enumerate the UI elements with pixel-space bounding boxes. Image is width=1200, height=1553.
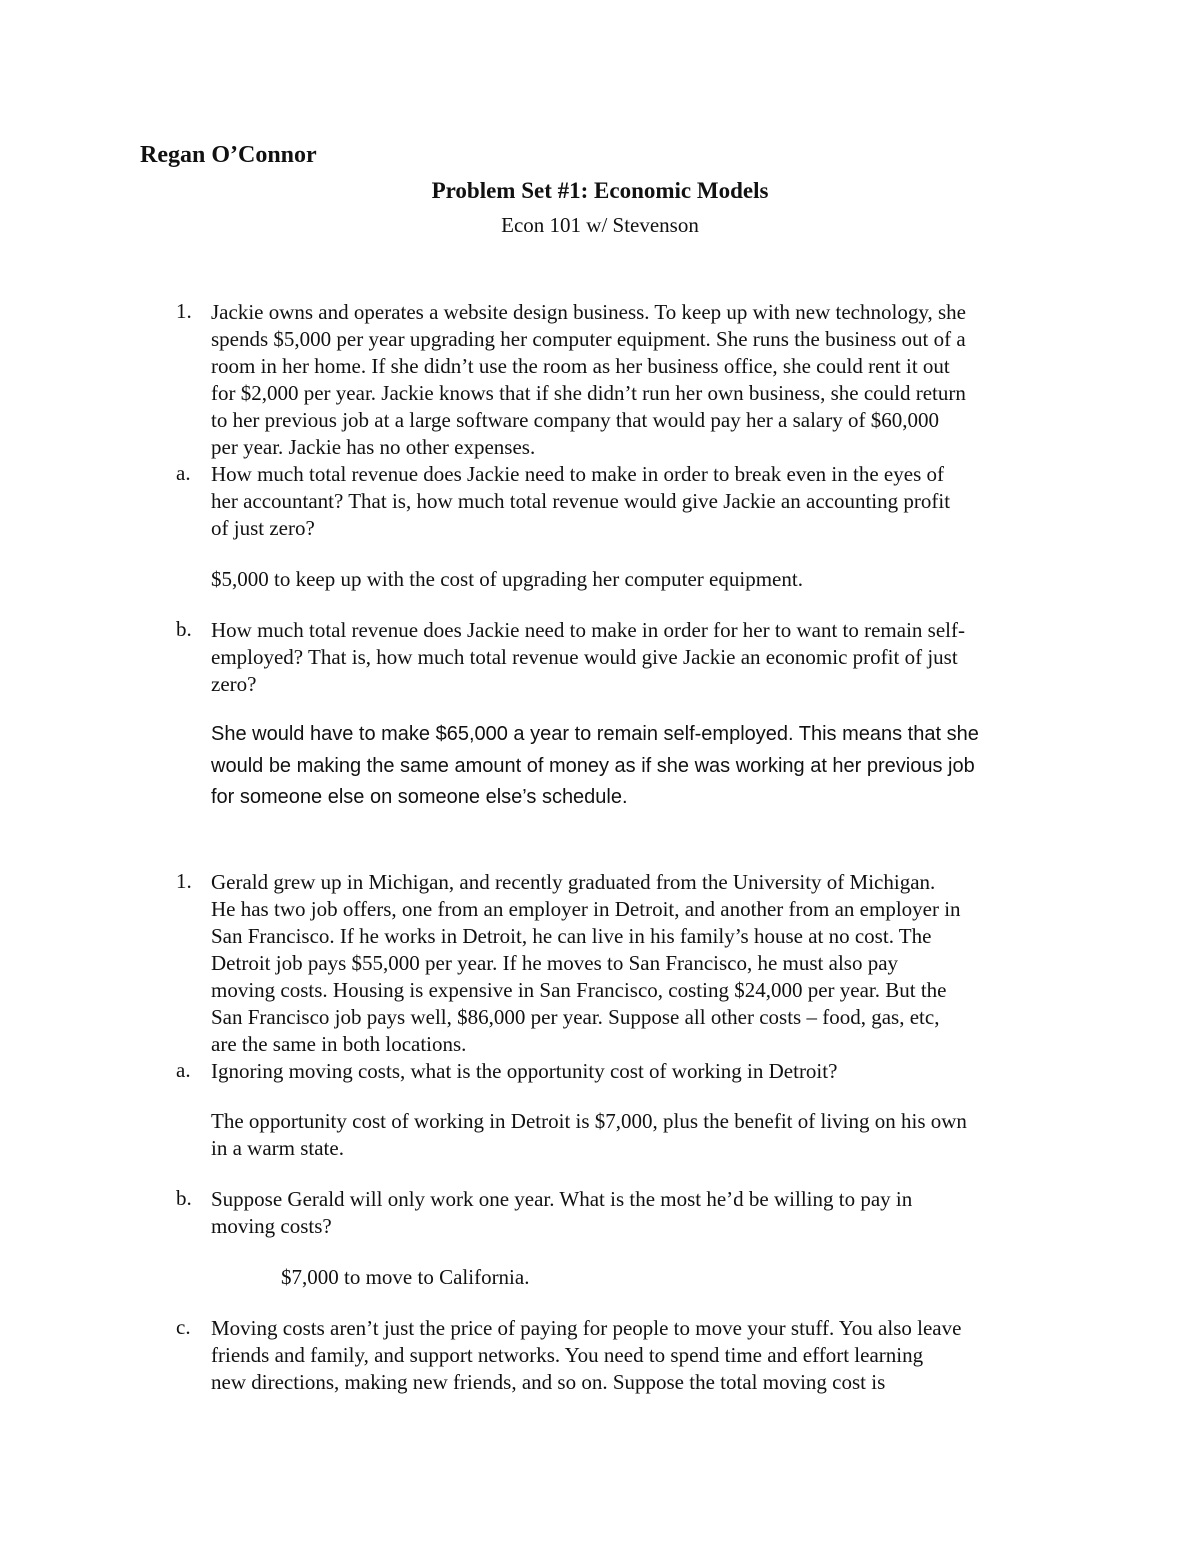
answer-line: would be making the same amount of money as if she was working at her previous job xyxy=(211,754,975,777)
text-line: Ignoring moving costs, what is the opportunity cost of working in Detroit? xyxy=(211,1059,838,1083)
text-line: Gerald grew up in Michigan, and recently graduated from the University of Michigan. xyxy=(211,870,936,894)
text-line: of just zero? xyxy=(211,516,315,540)
text-line: San Francisco job pays well, $86,000 per year. Suppose all other costs – food, gas, etc, xyxy=(211,1005,940,1029)
problem-1b-marker: b. xyxy=(176,617,192,641)
text-line: zero? xyxy=(211,672,257,696)
problem-1-text xyxy=(211,299,1091,461)
problem-2b-question xyxy=(211,1186,1091,1240)
text-line: moving costs? xyxy=(211,1214,332,1238)
problem-2b-answer xyxy=(281,1264,1081,1291)
answer-line: The opportunity cost of working in Detroit is $7,000, plus the benefit of living on his own xyxy=(211,1109,967,1133)
text-line: spends $5,000 per year upgrading her computer equipment. She runs the business out of a xyxy=(211,327,966,351)
problem-1b-question xyxy=(211,617,1091,698)
text-line: How much total revenue does Jackie need to make in order to break even in the eyes of xyxy=(211,462,944,486)
course-subtitle: Econ 101 w/ Stevenson xyxy=(501,213,699,237)
problem-2c-question xyxy=(211,1315,1091,1396)
text-line: her accountant? That is, how much total revenue would give Jackie an accounting profit xyxy=(211,489,951,513)
problem-2a-answer xyxy=(211,1108,1091,1162)
problem-2-number: 1. xyxy=(176,869,192,893)
text-line: He has two job offers, one from an employer in Detroit, and another from an employer in xyxy=(211,897,961,921)
text-line: friends and family, and support networks. You need to spend time and effort learning xyxy=(211,1343,924,1367)
text-line: to her previous job at a large software company that would pay her a salary of $60,000 xyxy=(211,408,939,432)
problem-1-number: 1. xyxy=(176,299,192,323)
text-line: are the same in both locations. xyxy=(211,1032,467,1056)
document-title: Problem Set #1: Economic Models xyxy=(431,178,769,203)
text-line: Jackie owns and operates a website design business. To keep up with new technology, she xyxy=(211,300,966,324)
answer-line: for someone else on someone else’s schedule. xyxy=(211,786,628,808)
author-name: Regan O’Connor xyxy=(140,142,317,168)
text-line: Suppose Gerald will only work one year. What is the most he’d be willing to pay in xyxy=(211,1187,913,1211)
text-line: Moving costs aren’t just the price of paying for people to move your stuff. You also leave xyxy=(211,1316,962,1340)
text-line: Detroit job pays $55,000 per year. If he moves to San Francisco, he must also pay xyxy=(211,951,899,975)
answer-line: She would have to make $65,000 a year to remain self-employed. This means that she xyxy=(211,723,979,745)
problem-1a-answer xyxy=(211,566,1091,593)
problem-2a-question xyxy=(211,1058,1091,1085)
problem-1a-question xyxy=(211,461,1091,542)
problem-2b-marker: b. xyxy=(176,1186,192,1210)
text-line: San Francisco. If he works in Detroit, he can live in his family’s house at no cost. The xyxy=(211,924,932,948)
text-line: moving costs. Housing is expensive in San Francisco, costing $24,000 per year. But the xyxy=(211,978,947,1002)
answer-line: in a warm state. xyxy=(211,1136,344,1160)
text-line: How much total revenue does Jackie need to make in order for her to want to remain self- xyxy=(211,618,965,642)
problem-2a-marker: a. xyxy=(176,1058,191,1082)
text-line: new directions, making new friends, and so on. Suppose the total moving cost is xyxy=(211,1370,886,1394)
answer-line: $7,000 to move to California. xyxy=(281,1265,530,1289)
problem-2-text xyxy=(211,869,1091,1058)
problem-1a-marker: a. xyxy=(176,461,191,485)
problem-2c-marker: c. xyxy=(176,1315,191,1339)
text-line: for $2,000 per year. Jackie knows that if she didn’t run her own business, she could return xyxy=(211,381,966,405)
text-line: per year. Jackie has no other expenses. xyxy=(211,435,536,459)
text-line: room in her home. If she didn’t use the room as her business office, she could rent it out xyxy=(211,354,950,378)
problem-1b-answer xyxy=(211,719,1091,814)
answer-line: $5,000 to keep up with the cost of upgrading her computer equipment. xyxy=(211,567,803,591)
text-line: employed? That is, how much total revenue would give Jackie an economic profit of just xyxy=(211,645,958,669)
